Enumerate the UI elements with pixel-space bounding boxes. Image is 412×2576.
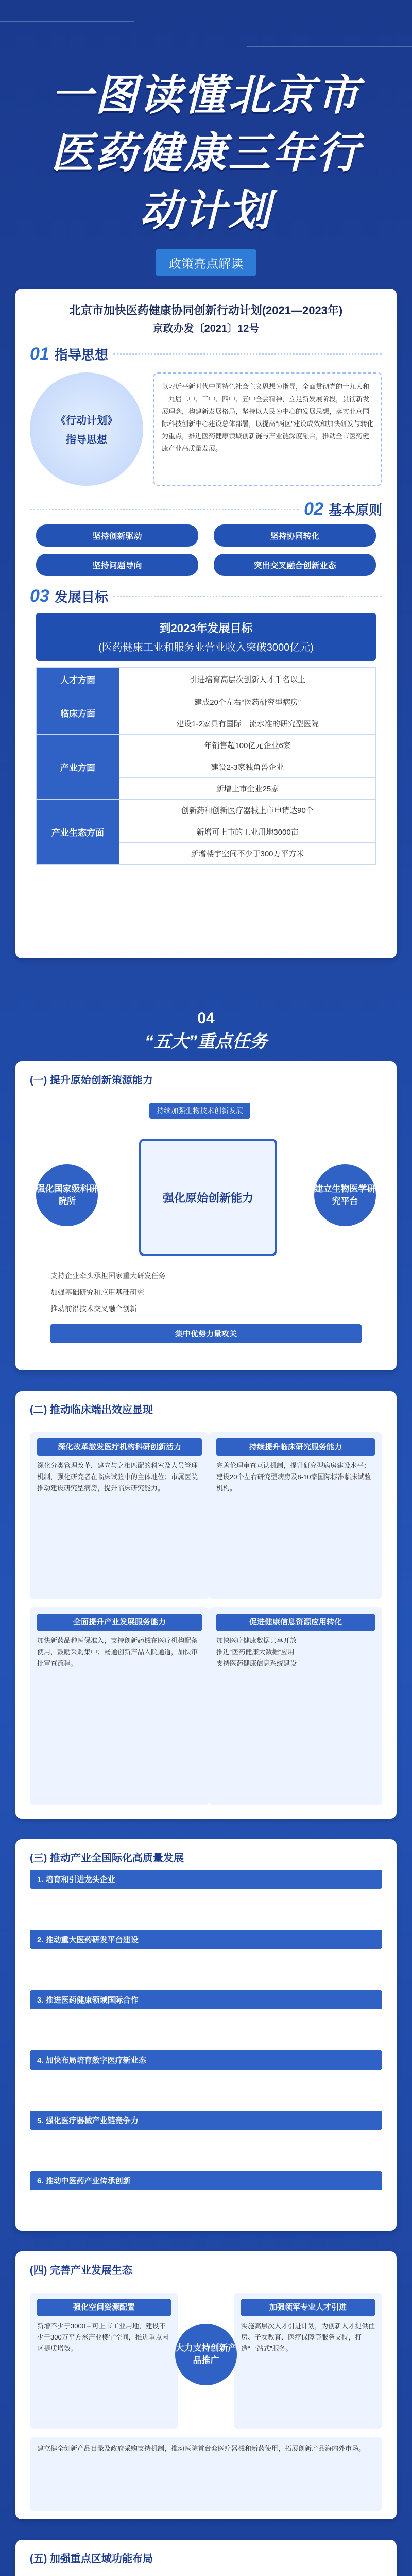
- box-title: 促进健康信息资源应用转化: [216, 1614, 375, 1631]
- task-title: (二) 推动临床端出效应显现: [30, 1404, 153, 1416]
- section-number: 02: [304, 499, 323, 519]
- decor-line: [247, 46, 412, 47]
- task3-item: 2. 推动重大医药研发平台建设: [30, 1930, 382, 1949]
- box-title: 持续提升临床研究服务能力: [216, 1438, 375, 1456]
- goal-item: 创新药和创新医疗器械上市申请达90个: [119, 800, 376, 821]
- goal-item: 新增上市企业25家: [119, 778, 376, 800]
- principle-item: 坚持创新驱动: [36, 524, 198, 547]
- guide-badge-line1: 《行动计划》: [56, 415, 117, 427]
- goal-category: 产业生态方面: [37, 800, 119, 865]
- goal-category: 产业方面: [37, 735, 119, 800]
- task1-left-badge: 强化国家级科研院所: [36, 1164, 98, 1226]
- table-row: [37, 735, 376, 756]
- section-04-header: [0, 1010, 412, 1053]
- goal-item: 新增可上市的工业用地3000亩: [119, 821, 376, 843]
- bullet: 支持企业牵头承担国家重大研发任务: [50, 1272, 166, 1280]
- goal-banner: [36, 613, 376, 661]
- goal-category: 人才方面: [37, 668, 119, 691]
- section-title: 基本原则: [328, 502, 382, 518]
- goals-table: [36, 667, 376, 865]
- task4-left-box: [30, 2293, 178, 2429]
- goal-item: 建成20个左右“医药研究型病房”: [119, 691, 376, 713]
- task4-bottom-box: 建立健全创新产品目录及政府采购支持机制，推动医院首台套医疗器械和新药使用，拓展创新产品海内外市场。: [30, 2437, 382, 2511]
- box-text: 加快新药品种医保准入，支持创新药械在医疗机构配备使用，鼓励采购集中；畅通创新产品入院通道，加快审批审查流程。: [37, 1637, 198, 1667]
- task4-right-box: [234, 2293, 382, 2429]
- task2-box-4: [209, 1607, 382, 1805]
- goal-item: 建设2-3家独角兽企业: [119, 756, 376, 778]
- box-title: 全面提升产业发展服务能力: [37, 1614, 202, 1631]
- principle-item: 突出交叉融合创新业态: [214, 554, 376, 576]
- bullet: 推动前沿技术交叉融合创新: [50, 1304, 137, 1313]
- task3-item: 4. 加快布局培育数字医疗新业态: [30, 2050, 382, 2070]
- guide-badge-line2: 指导思想: [66, 434, 107, 446]
- task1-bottom-note: 集中优势力量攻关: [50, 1324, 362, 1343]
- table-row: [37, 800, 376, 821]
- guide-badge: [30, 372, 143, 486]
- task3-item: 3. 推进医药健康领域国际合作: [30, 1990, 382, 2009]
- goal-item: 建设1-2家具有国际一流水准的研究型医院: [119, 713, 376, 735]
- box-title: 强化空间资源配置: [37, 2299, 171, 2316]
- task3-item-detail: [15, 1891, 397, 1926]
- box-text: 深化分类管理改革，建立与之相匹配的科室及人员管理机制，强化研究者在临床试验中的主体地位；市属医院推动建设研究型病房，提升临床研究能力。: [37, 1462, 198, 1492]
- box-title: 加强领军专业人才引进: [241, 2299, 375, 2316]
- hero: [0, 0, 412, 271]
- box-item: 推进“医药健康大数据”应用: [216, 1648, 295, 1656]
- principle-item: 坚持协同转化: [214, 524, 376, 547]
- doc-title: 北京市加快医药健康协同创新行动计划(2021—2023年): [69, 304, 343, 317]
- box-item: 加快医疗健康数据共享开放: [216, 1637, 297, 1645]
- goal-item: 引进培育高层次创新人才千名以上: [119, 668, 376, 691]
- task-title: (一) 提升原始创新策源能力: [30, 1075, 153, 1086]
- task3-item-detail: [15, 1951, 397, 1986]
- section-number: 04: [197, 1010, 215, 1027]
- task3-item: 5. 强化医疗器械产业链竞争力: [30, 2111, 382, 2130]
- section-header-01: [15, 344, 397, 364]
- box-title: 深化改革激发医疗机构科研创新活力: [37, 1438, 202, 1456]
- task4-center-badge: 大力支持创新产品推广: [175, 2324, 237, 2385]
- task1-top-note: 持续加强生物技术创新发展: [149, 1103, 250, 1119]
- task3-item-detail: [15, 2072, 397, 2107]
- divider: [113, 596, 382, 597]
- task3-item: 1. 培育和引进龙头企业: [30, 1870, 382, 1889]
- table-row: [37, 691, 376, 713]
- task3-item: 6. 推动中医药产业传承创新: [30, 2171, 382, 2190]
- goal-item: 年销售超100亿元企业6家: [119, 735, 376, 756]
- task1-center-basket: 强化原始创新能力: [139, 1139, 277, 1256]
- box-item: 支持医药健康信息系统建设: [216, 1659, 297, 1667]
- box-text: 新增不少于3000亩可上市工业用地，建设不少于300万平方米产业楼宇空间，推进重点园区提质增效。: [37, 2322, 169, 2352]
- task1-bullets: [36, 1267, 376, 1345]
- task-title: (五) 加强重点区域功能布局: [30, 2553, 153, 2565]
- guide-text: 以习近平新时代中国特色社会主义思想为指导，全面贯彻党的十九大和十九届二中、三中、四中、五中全会精神，立足新发展阶段，贯彻新发展理念，构建新发展格局，坚持以人民为中心的发展思想，落实北京国际科技创新中心建设总体部署，以提高“两区”建设成效和加快研发与转化为重点，推进医药健康领域创新链与产业链深度融合，推动全市医药健康产业高质量发展。: [153, 372, 382, 486]
- goal-category: 临床方面: [37, 691, 119, 735]
- card-task-1: [15, 1061, 397, 1370]
- tagline: 政策亮点解读: [156, 249, 256, 276]
- goal-banner-title: 到2023年发展目标: [159, 622, 253, 635]
- doc-number: 京政办发〔2021〕12号: [152, 323, 260, 334]
- section-title: 指导思想: [54, 347, 108, 363]
- section-number: 01: [30, 344, 49, 364]
- task1-right-badge: 建立生物医学研究平台: [314, 1164, 376, 1226]
- goal-item: 新增楼宇空间不少于300万平方米: [119, 843, 376, 865]
- card-task-3: [15, 1839, 397, 2231]
- card-task-2: [15, 1391, 397, 1819]
- section-header-03: [15, 586, 397, 606]
- task2-box-3: [30, 1607, 209, 1805]
- bullet: 加强基础研究和应用基础研究: [50, 1288, 144, 1296]
- card-overview: [15, 289, 397, 958]
- section-number: 03: [30, 586, 49, 606]
- decor-line: [0, 21, 134, 22]
- section-title: 发展目标: [54, 589, 108, 605]
- box-text: 完善伦理审查互认机制，提升研究型病房建设水平；建设20个左右研究型病房及8-10家国际标准临床试验机构。: [216, 1462, 371, 1492]
- divider: [113, 353, 382, 355]
- divider: [30, 509, 299, 510]
- principle-item: 坚持问题导向: [36, 554, 198, 576]
- main-title: 一图读懂北京市 医药健康三年行 动计划: [51, 72, 361, 234]
- task2-box-2: [209, 1432, 382, 1599]
- task3-item-detail: [15, 2132, 397, 2167]
- principles-grid: [15, 519, 397, 586]
- task-title: (三) 推动产业全国际化高质量发展: [30, 1853, 184, 1864]
- table-row: [37, 668, 376, 691]
- guide-block: [15, 364, 397, 494]
- task2-box-1: [30, 1432, 209, 1599]
- card-task-4: [15, 2251, 397, 2519]
- section-title: “五大”重点任务: [145, 1032, 267, 1052]
- task3-item-detail: [15, 2011, 397, 2046]
- section-header-02: [15, 499, 397, 519]
- box-text: 实施高层次人才引进计划，为创新人才提供住房、子女教育、医疗保障等服务支持，打造“一站式”服务。: [241, 2322, 375, 2352]
- task-title: (四) 完善产业发展生态: [30, 2265, 132, 2276]
- goal-banner-subtitle: (医药健康工业和服务业营业收入突破3000亿元): [98, 642, 314, 653]
- card-task-5: [15, 2540, 397, 2576]
